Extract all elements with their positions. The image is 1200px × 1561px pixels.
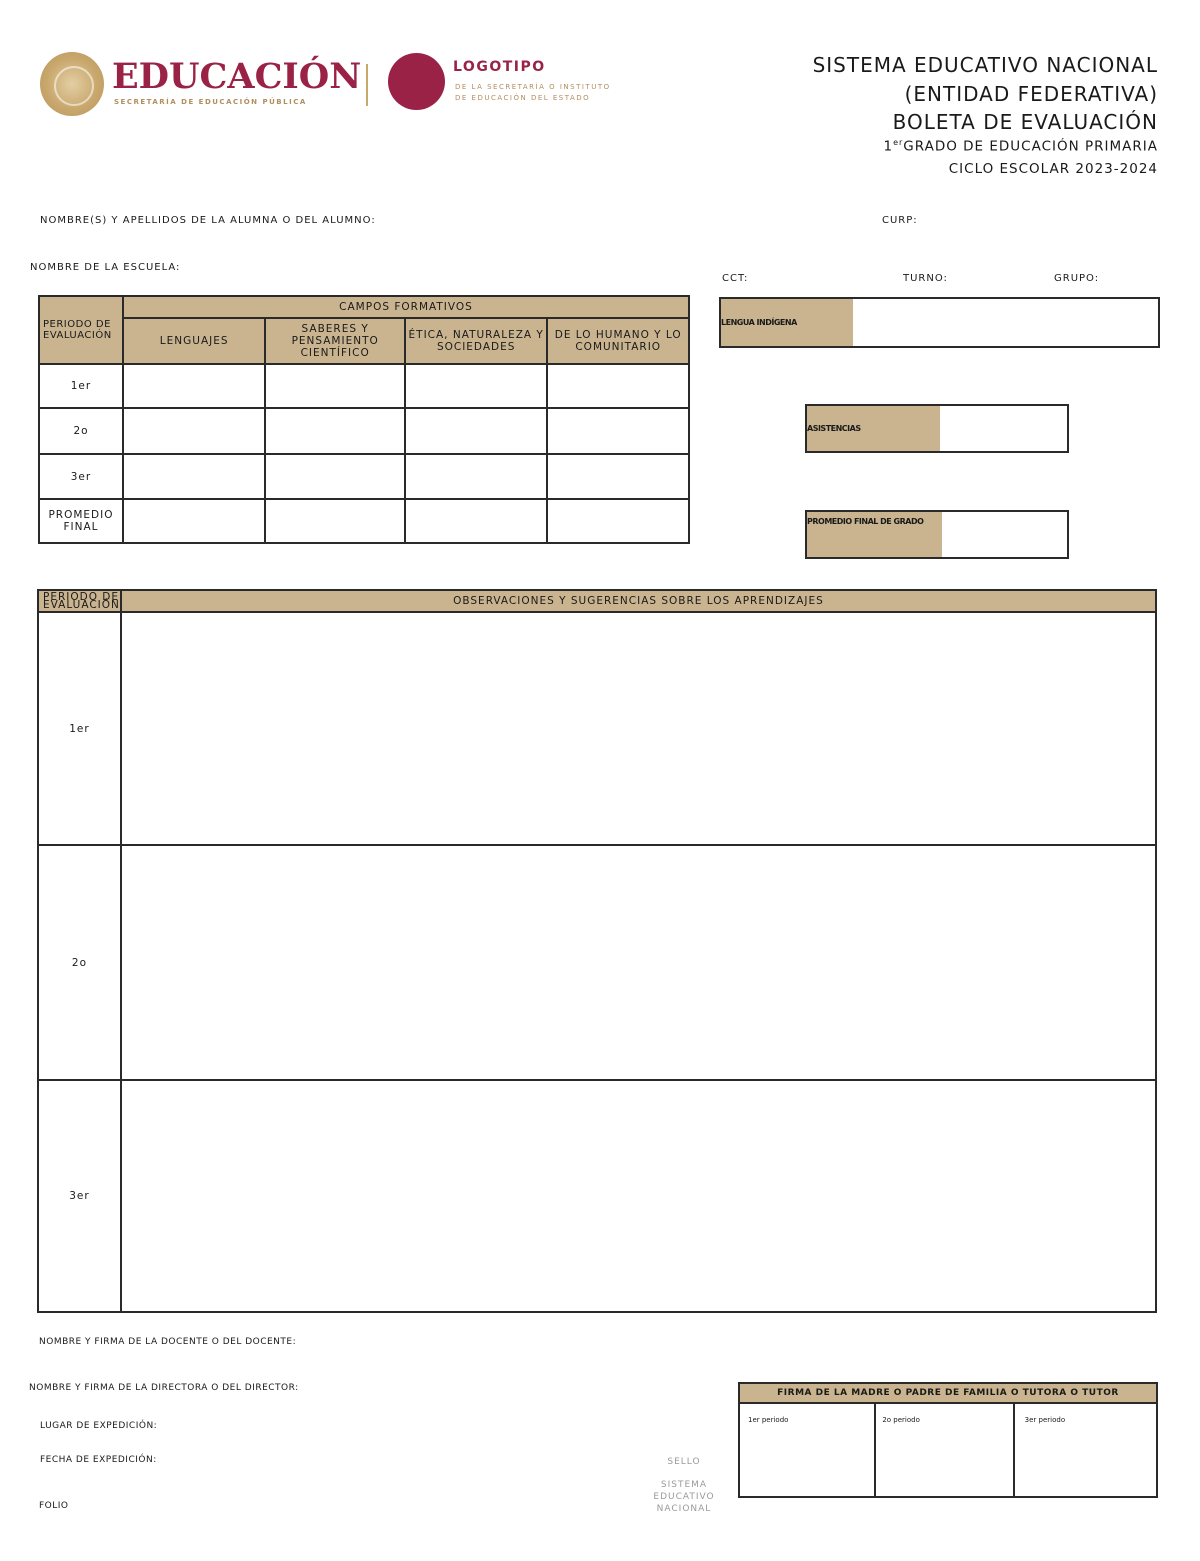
school-cycle: CICLO ESCOLAR 2023-2024 xyxy=(948,161,1158,177)
column-header: ÉTICA, NATURALEZA Y SOCIEDADES xyxy=(405,318,547,364)
promedio-final-box xyxy=(805,510,1069,559)
signature-period-label: 3er periodo xyxy=(1024,1416,1066,1424)
date-label: FECHA DE EXPEDICIÓN: xyxy=(40,1455,157,1465)
column-header: SABERES Y PENSAMIENTO CIENTÍFICO xyxy=(265,318,405,364)
grade-cell[interactable] xyxy=(123,408,265,454)
folio-label: FOLIO xyxy=(39,1501,69,1511)
column-header: DE LO HUMANO Y LO COMUNITARIO xyxy=(547,318,689,364)
grade-cell[interactable] xyxy=(405,499,547,543)
stamp-label: SELLO xyxy=(667,1457,701,1467)
header-divider xyxy=(366,64,368,106)
director-signature-label: NOMBRE Y FIRMA DE LA DIRECTORA O DEL DIRECTOR: xyxy=(29,1383,299,1393)
grade-cell[interactable] xyxy=(265,454,405,499)
entity-title: (ENTIDAD FEDERATIVA) xyxy=(904,82,1158,106)
logo-title: LOGOTIPO xyxy=(453,59,546,75)
table-row xyxy=(39,454,689,499)
observation-cell[interactable] xyxy=(121,1080,1156,1312)
signature-period-label: 2o periodo xyxy=(882,1416,920,1424)
logo-subtitle: DE LA SECRETARÍA O INSTITUTO DE EDUCACIÓN DEL ESTADO xyxy=(455,83,611,102)
lengua-indigena-label: LENGUA INDÍGENA xyxy=(721,299,853,346)
turno-label: TURNO: xyxy=(903,273,948,284)
period-label: 1er xyxy=(39,364,123,408)
parent-signature-table xyxy=(738,1382,1158,1498)
grade-cell[interactable] xyxy=(405,408,547,454)
table-row xyxy=(38,612,1156,845)
teacher-signature-label: NOMBRE Y FIRMA DE LA DOCENTE O DEL DOCENTE: xyxy=(39,1337,297,1347)
table-row xyxy=(39,499,689,543)
table-row xyxy=(39,364,689,408)
grade-cell[interactable] xyxy=(123,364,265,408)
observations-title: OBSERVACIONES Y SUGERENCIAS SOBRE LOS APRENDIZAJES xyxy=(121,590,1156,612)
observations-table xyxy=(37,589,1157,1313)
school-name-label: NOMBRE DE LA ESCUELA: xyxy=(30,262,181,273)
observation-cell[interactable] xyxy=(121,612,1156,845)
grade-cell[interactable] xyxy=(123,454,265,499)
brand-title: EDUCACIÓN xyxy=(112,56,362,97)
period-label: 2o xyxy=(39,408,123,454)
period-label: 3er xyxy=(38,1080,121,1312)
place-label: LUGAR DE EXPEDICIÓN: xyxy=(40,1421,158,1431)
promedio-final-label: PROMEDIO FINAL DE GRADO xyxy=(807,512,942,557)
grade-cell[interactable] xyxy=(265,499,405,543)
asistencias-field[interactable] xyxy=(940,406,1067,451)
lengua-indigena-box xyxy=(719,297,1160,348)
period-header: PERIODO DE EVALUACIÓN xyxy=(39,296,123,364)
period-label: 1er xyxy=(38,612,121,845)
signature-cell[interactable] xyxy=(739,1403,875,1497)
grade-cell[interactable] xyxy=(405,454,547,499)
final-average-label: PROMEDIO FINAL xyxy=(39,499,123,543)
grade-cell[interactable] xyxy=(547,499,689,543)
system-title: SISTEMA EDUCATIVO NACIONAL xyxy=(812,53,1158,77)
grade-cell[interactable] xyxy=(547,454,689,499)
grade-cell[interactable] xyxy=(265,408,405,454)
brand-subtitle: SECRETARÍA DE EDUCACIÓN PÚBLICA xyxy=(114,98,307,106)
signature-cell[interactable] xyxy=(1014,1403,1157,1497)
grade-cell[interactable] xyxy=(265,364,405,408)
lengua-indigena-field[interactable] xyxy=(853,299,1158,346)
signature-cell[interactable] xyxy=(875,1403,1013,1497)
cct-label: CCT: xyxy=(722,273,749,284)
obs-period-header: PERIODO DE EVALUACIÓN xyxy=(38,590,121,612)
student-name-label: NOMBRE(S) Y APELLIDOS DE LA ALUMNA O DEL ALUMNO: xyxy=(40,215,376,226)
table-row xyxy=(38,845,1156,1080)
column-header: LENGUAJES xyxy=(123,318,265,364)
promedio-final-field[interactable] xyxy=(942,512,1067,557)
table-row xyxy=(39,408,689,454)
table-row xyxy=(38,1080,1156,1312)
observation-cell[interactable] xyxy=(121,845,1156,1080)
parent-signature-title: FIRMA DE LA MADRE O PADRE DE FAMILIA O TUTORA O TUTOR xyxy=(739,1383,1157,1403)
period-label: 2o xyxy=(38,845,121,1080)
grade-cell[interactable] xyxy=(547,364,689,408)
logo-placeholder-icon xyxy=(388,53,445,110)
stamp-subtitle: SISTEMA EDUCATIVO NACIONAL xyxy=(653,1480,715,1514)
grade-cell[interactable] xyxy=(547,408,689,454)
report-title: BOLETA DE EVALUACIÓN xyxy=(892,110,1158,134)
mexican-seal-icon xyxy=(40,52,104,116)
grupo-label: GRUPO: xyxy=(1054,273,1100,284)
asistencias-box xyxy=(805,404,1069,453)
grade-cell[interactable] xyxy=(405,364,547,408)
grade-cell[interactable] xyxy=(123,499,265,543)
period-label: 3er xyxy=(39,454,123,499)
asistencias-label: ASISTENCIAS xyxy=(807,406,940,451)
grades-table xyxy=(38,295,690,544)
campos-formativos-header: CAMPOS FORMATIVOS xyxy=(123,296,689,318)
curp-label: CURP: xyxy=(882,215,918,226)
signature-period-label: 1er periodo xyxy=(748,1416,789,1424)
grade-line: 1erGRADO DE EDUCACIÓN PRIMARIA xyxy=(883,138,1158,155)
